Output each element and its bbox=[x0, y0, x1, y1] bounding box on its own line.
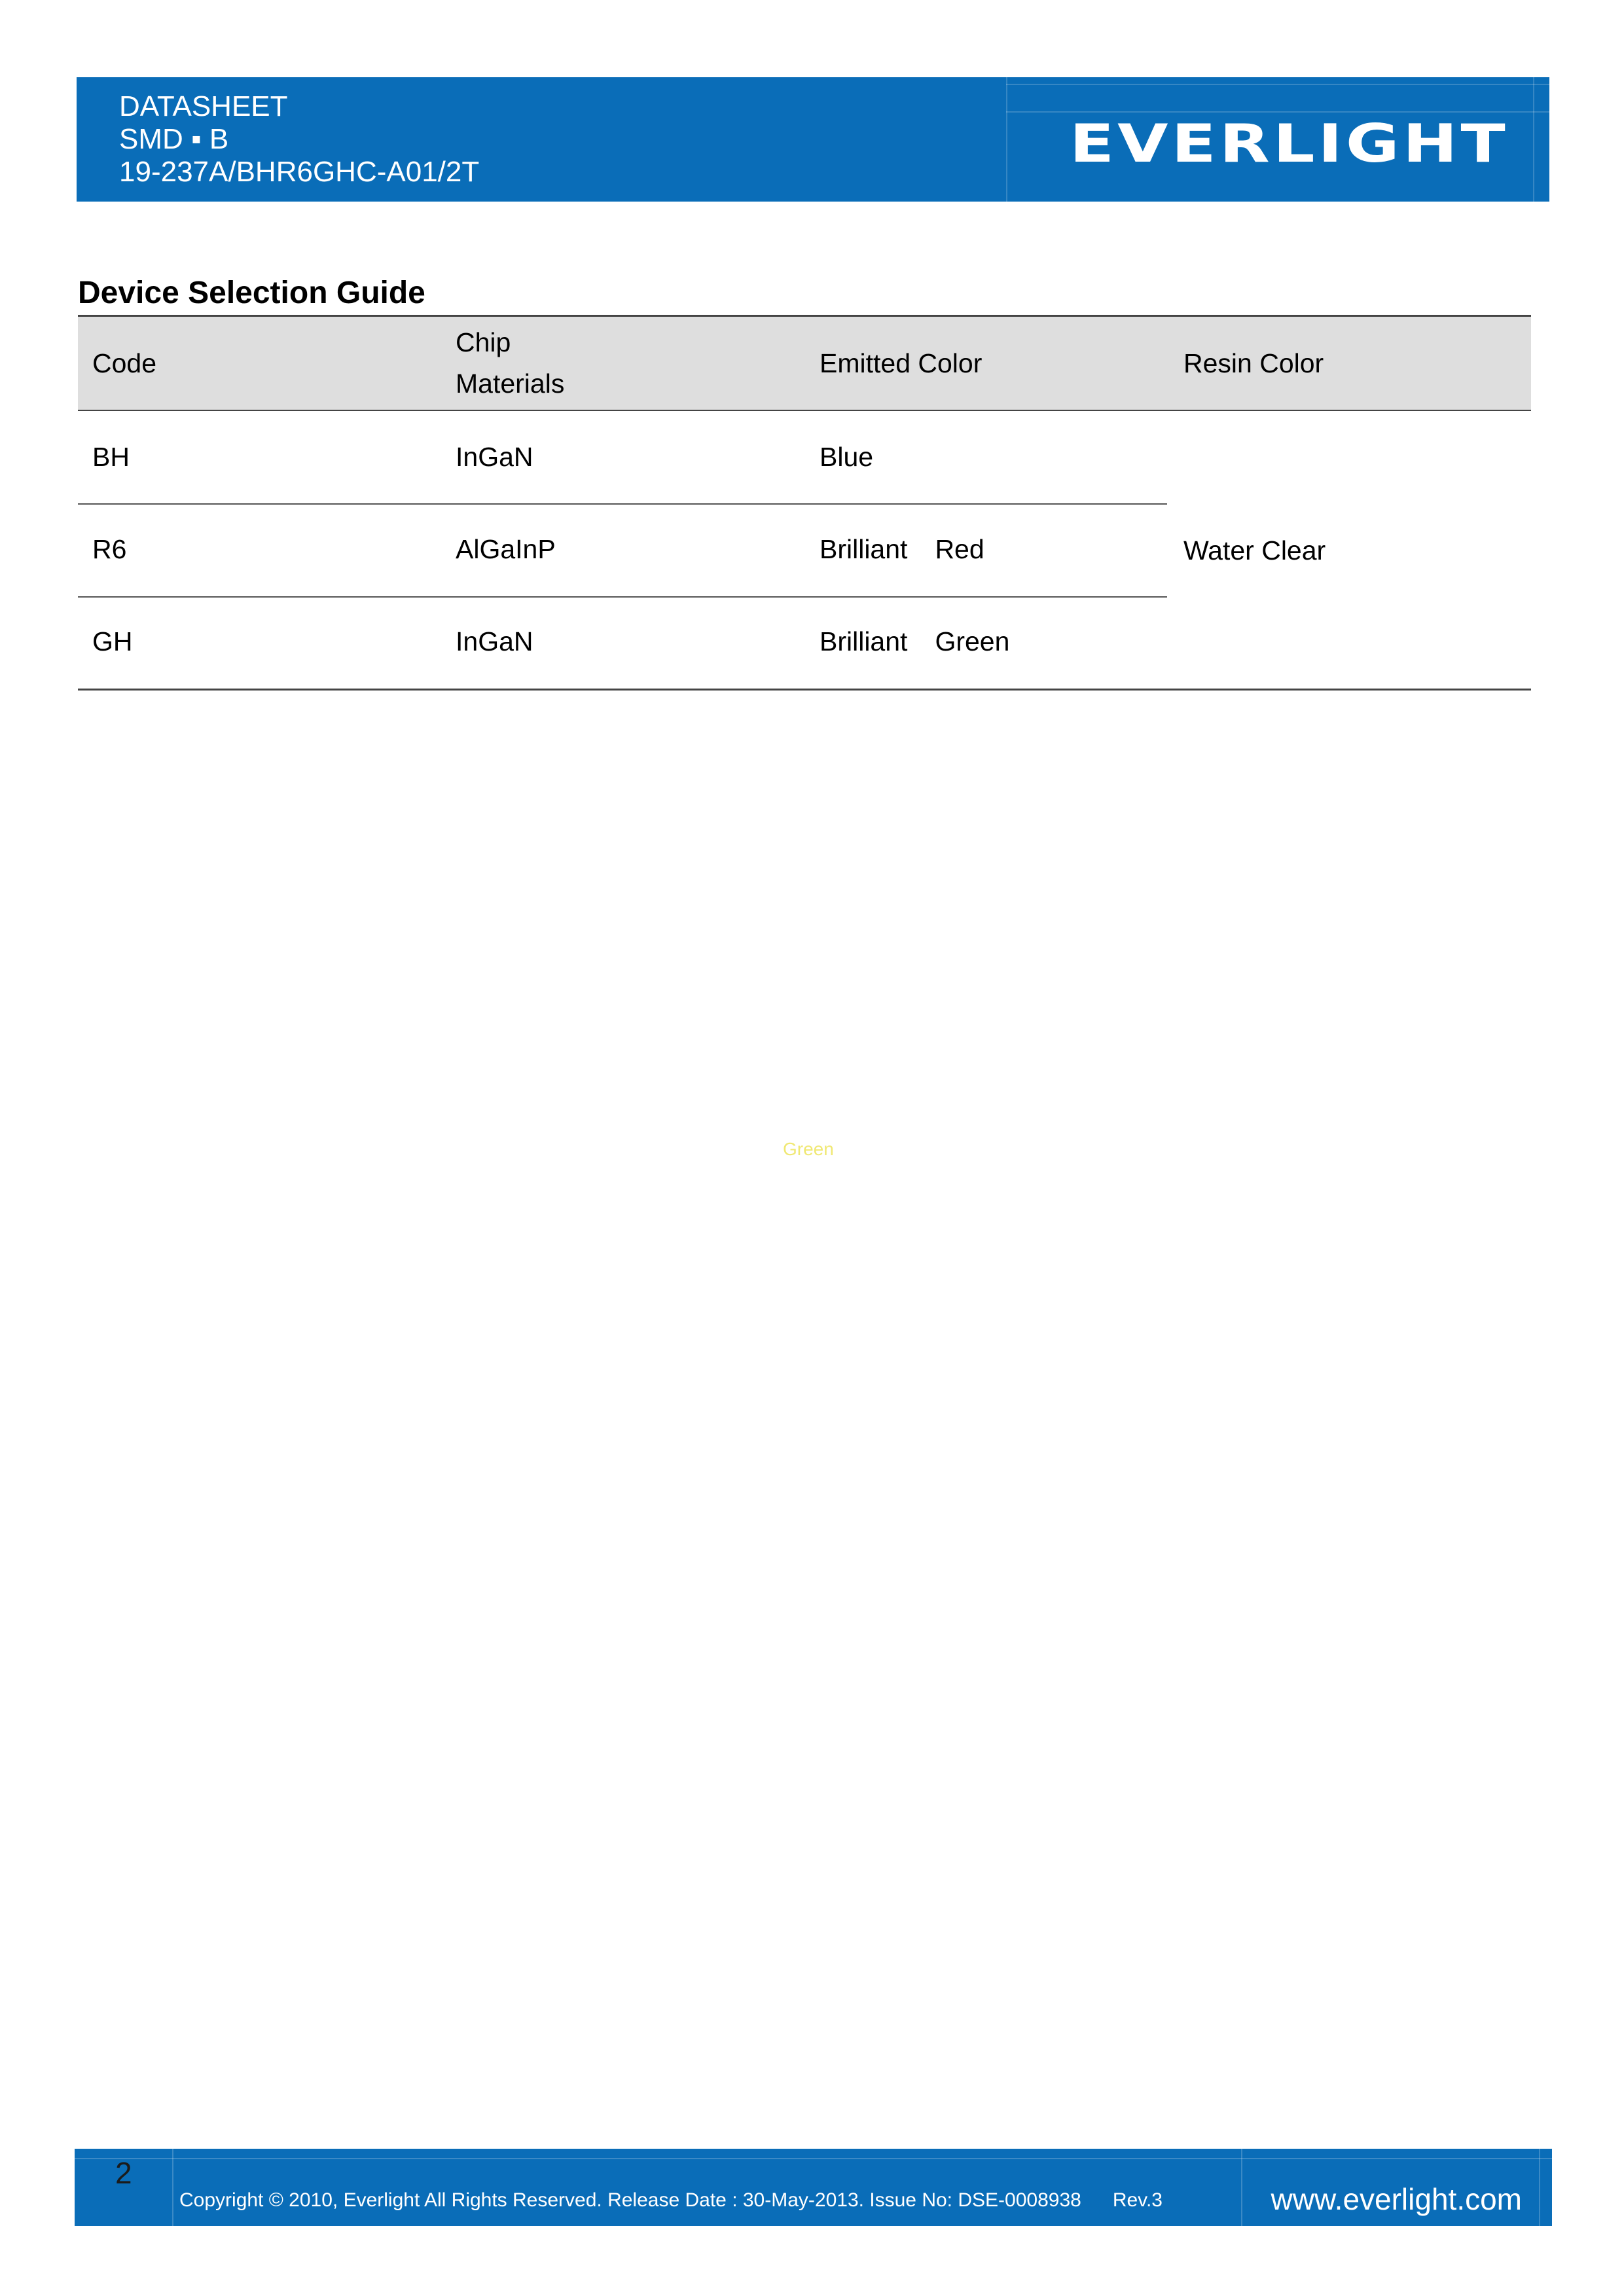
row-emitted bbox=[820, 411, 873, 503]
table-body bbox=[78, 411, 1531, 688]
footer-grid-line bbox=[75, 2158, 1552, 2159]
row-code: R6 bbox=[92, 534, 127, 564]
emitted-color-text: Red bbox=[935, 534, 984, 564]
emitted-color-text: Brilliant bbox=[820, 534, 908, 564]
copyright-notice bbox=[179, 2189, 1163, 2212]
row-emitted bbox=[820, 503, 984, 596]
section-title: Device Selection Guide bbox=[78, 276, 425, 310]
header-resin-color: Resin Color bbox=[1183, 348, 1324, 378]
table-header-row bbox=[78, 315, 1531, 411]
header-chip-line1: Chip bbox=[456, 327, 511, 357]
footer-grid-line bbox=[1241, 2149, 1242, 2226]
page-header bbox=[77, 77, 1549, 202]
table-bottom-border bbox=[78, 689, 1531, 691]
header-grid-line bbox=[1006, 84, 1549, 85]
resin-color-value: Water Clear bbox=[1183, 535, 1326, 565]
document-info bbox=[119, 90, 479, 188]
page-footer bbox=[75, 2149, 1552, 2226]
header-emitted-color: Emitted Color bbox=[820, 348, 983, 378]
emitted-color-text: Brilliant bbox=[820, 626, 908, 656]
page-number: 2 bbox=[115, 2156, 132, 2190]
header-grid-line bbox=[1006, 77, 1007, 202]
stray-text: Green bbox=[783, 1139, 834, 1159]
part-number: 19-237A/BHR6GHC-A01/2T bbox=[119, 156, 480, 188]
row-emitted bbox=[820, 596, 1009, 688]
device-selection-table bbox=[78, 315, 1531, 688]
doc-type: DATASHEET bbox=[119, 90, 288, 122]
header-grid-line bbox=[1006, 111, 1549, 113]
row-chip: InGaN bbox=[456, 442, 533, 472]
row-code: GH bbox=[92, 626, 133, 656]
header-grid-line bbox=[1533, 77, 1534, 202]
website-link[interactable]: www.everlight.com bbox=[1271, 2182, 1522, 2216]
row-code: BH bbox=[92, 442, 130, 472]
header-code: Code bbox=[92, 348, 157, 378]
emitted-color-text: Green bbox=[935, 626, 1010, 656]
product-family: SMD ▪ B bbox=[119, 123, 229, 155]
copyright-text: Copyright © 2010, Everlight All Rights Reserved. Release Date : 30-May-2013. Issue No: DSE-0008938 bbox=[179, 2189, 1081, 2211]
emitted-color-text: Blue bbox=[820, 442, 874, 472]
footer-grid-line bbox=[172, 2149, 173, 2226]
header-chip-line2: Materials bbox=[456, 368, 565, 399]
footer-grid-line bbox=[1539, 2149, 1540, 2226]
row-chip: AlGaInP bbox=[456, 534, 556, 564]
revision: Rev.3 bbox=[1112, 2189, 1163, 2211]
header-chip-materials bbox=[456, 317, 564, 410]
everlight-logo: EVERLIGHT bbox=[1070, 113, 1509, 174]
row-chip: InGaN bbox=[456, 626, 533, 656]
